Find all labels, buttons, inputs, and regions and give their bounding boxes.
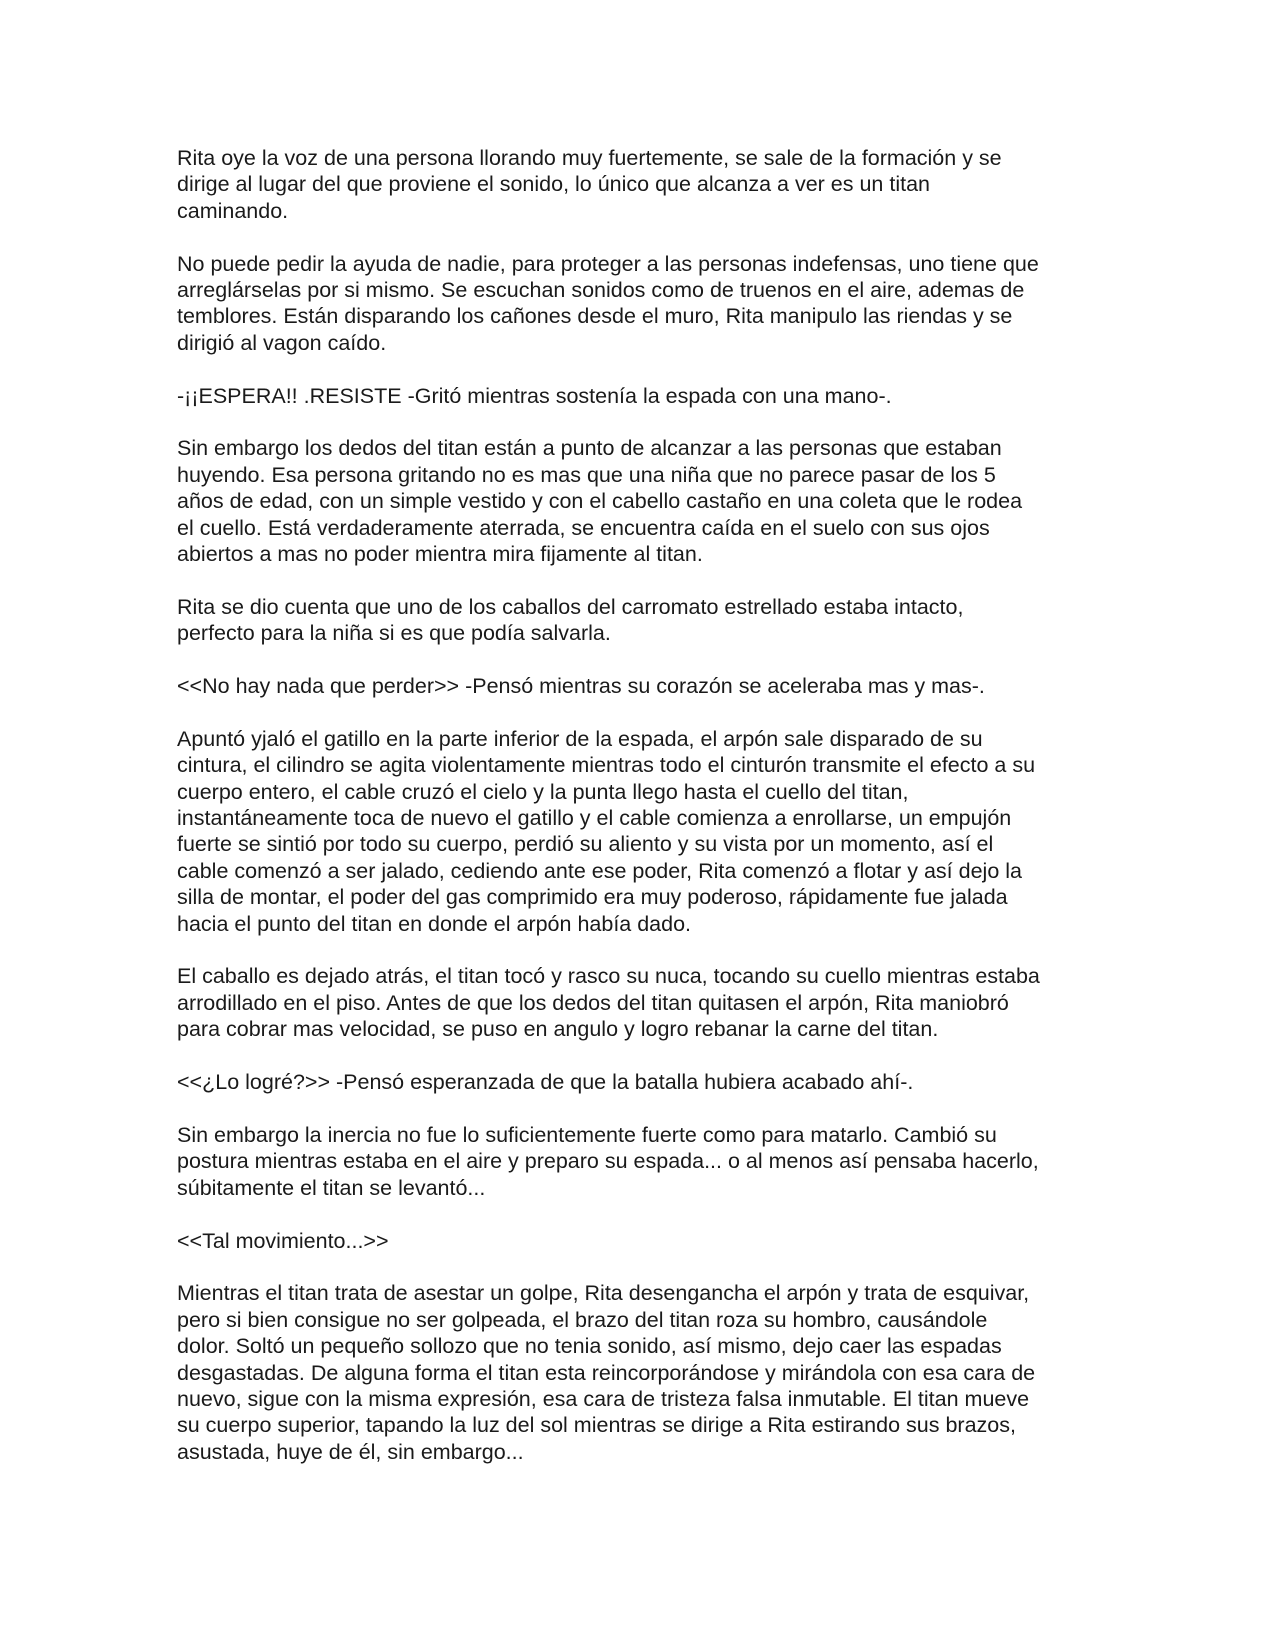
text-line: El caballo es dejado atrás, el titan tocó y rasco su nuca, tocando su cuello mientras estaba [177,964,1040,989]
paragraph-8 [177,963,1107,1042]
text-line: asustada, huye de él, sin embargo... [177,1439,524,1464]
text-line: hacia el punto del titan en donde el arpón había dado. [177,911,692,936]
text-line: nuevo, sigue con la misma expresión, esa cara de tristeza falsa inmutable. El titan mueve [177,1386,1030,1411]
text-line: dolor. Soltó un pequeño sollozo que no tenia sonido, así mismo, dejo caer las espadas [177,1334,1002,1359]
text-line: Mientras el titan trata de asestar un golpe, Rita desengancha el arpón y trata de esquivar, [177,1281,1030,1306]
text-line: dirige al lugar del que proviene el sonido, lo único que alcanza a ver es un titan [177,172,930,197]
text-line: arrodillado en el piso. Antes de que los dedos del titan quitasen el arpón, Rita maniobró [177,990,1009,1015]
text-line: pero si bien consigue no ser golpeada, el brazo del titan roza su hombro, causándole [177,1307,988,1332]
paragraph-1 [177,145,1107,224]
text-line: Rita oye la voz de una persona llorando muy fuertemente, se sale de la formación y se [177,146,1002,170]
text-line: Sin embargo los dedos del titan están a punto de alcanzar a las personas que estaban [177,436,1002,461]
text-line: caminando. [177,198,289,223]
text-line: silla de montar, el poder del gas comprimido era muy poderoso, rápidamente fue jalada [177,885,1008,910]
text-line: postura mientras estaba en el aire y preparo su espada... o al menos así pensaba hacerlo, [177,1149,1039,1174]
text-line: cable comenzó a ser jalado, cediendo ante ese poder, Rita comenzó a flotar y así dejo la [177,858,1022,883]
paragraph-11 [177,1228,1107,1254]
paragraph-6 [177,673,1107,699]
text-line: temblores. Están disparando los cañones desde el muro, Rita manipulo las riendas y se [177,304,1013,329]
paragraph-4 [177,435,1107,567]
paragraph-9 [177,1069,1107,1095]
text-line: fuerte se sintió por todo su cuerpo, perdió su aliento y su vista por un momento, así el [177,832,994,857]
text-line: <<Tal movimiento...>> [177,1228,389,1253]
paragraph-7 [177,726,1107,937]
paragraph-3 [177,383,1107,409]
text-line: <<No hay nada que perder>> -Pensó mientras su corazón se aceleraba mas y mas-. [177,674,985,699]
paragraph-2 [177,251,1107,357]
text-line: cuerpo entero, el cable cruzó el cielo y la punta llego hasta el cuello del titan, [177,779,909,804]
document-page [177,145,1107,1492]
text-line: súbitamente el titan se levantó... [177,1175,486,1200]
text-line: dirigió al vagon caído. [177,330,387,355]
text-line: <<¿Lo logré?>> -Pensó esperanzada de que la batalla hubiera acabado ahí-. [177,1070,914,1095]
text-line: Apuntó yjaló el gatillo en la parte inferior de la espada, el arpón sale disparado de su [177,726,983,751]
text-line: Rita se dio cuenta que uno de los caballos del carromato estrellado estaba intacto, [177,594,964,619]
text-line: para cobrar mas velocidad, se puso en angulo y logro rebanar la carne del titan. [177,1017,939,1042]
text-line: desgastadas. De alguna forma el titan esta reincorporándose y mirándola con esa cara de [177,1360,1036,1385]
text-line: huyendo. Esa persona gritando no es mas que una niña que no parece pasar de los 5 [177,462,996,487]
text-line: instantáneamente toca de nuevo el gatillo y el cable comienza a enrollarse, un empujón [177,806,1012,831]
text-line: -¡¡ESPERA!! .RESISTE -Gritó mientras sostenía la espada con una mano-. [177,383,892,408]
text-line: arreglárselas por si mismo. Se escuchan sonidos como de truenos en el aire, ademas de [177,278,1025,303]
text-line: cintura, el cilindro se agita violentamente mientras todo el cinturón transmite el efecto a su [177,753,1036,778]
text-line: su cuerpo superior, tapando la luz del sol mientras se dirige a Rita estirando sus brazos, [177,1413,1016,1438]
paragraph-10 [177,1122,1107,1201]
text-line: el cuello. Está verdaderamente aterrada, se encuentra caída en el suelo con sus ojos [177,515,990,540]
text-line: Sin embargo la inercia no fue lo suficientemente fuerte como para matarlo. Cambió su [177,1122,997,1147]
paragraph-5 [177,594,1107,647]
text-line: abiertos a mas no poder mientra mira fijamente al titan. [177,542,703,567]
paragraph-12 [177,1280,1107,1465]
text-line: No puede pedir la ayuda de nadie, para proteger a las personas indefensas, uno tiene que [177,251,1039,276]
text-line: perfecto para la niña si es que podía salvarla. [177,621,611,646]
text-line: años de edad, con un simple vestido y con el cabello castaño en una coleta que le rodea [177,489,1023,514]
